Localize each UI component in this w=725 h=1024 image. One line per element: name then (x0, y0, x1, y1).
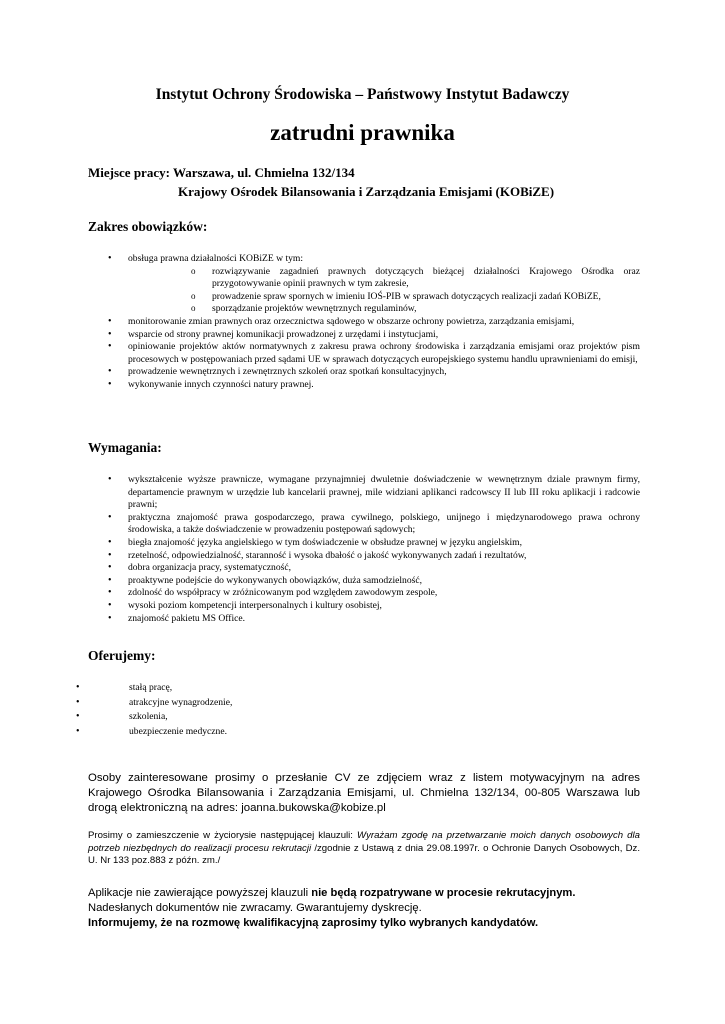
requirement-item: • dobra organizacja pracy, systematyczność, (88, 562, 640, 575)
closing-line-1: Aplikacje nie zawierające powyższej klauzuli nie będą rozpatrywane w procesie rekrutacyjnym. (88, 887, 576, 899)
closing-line-2: Nadesłanych dokumentów nie zwracamy. Gwarantujemy dyskrecję. (88, 902, 422, 914)
duties-item: • obsługa prawna działalności KOBiZE w tym: o rozwiązywanie zagadnień prawnych dotyczących bieżącej działalności Krajowego Ośrodka oraz przygotowywanie opinii prawnych w tym zakresie, o prowadzenie spraw spornych w imieniu IOŚ-PIB w sprawach dotyczących realizacji zadań KOBiZE, o sporządzanie projektów wewnętrznych regulaminów, (88, 253, 640, 316)
requirement-item: • znajomość pakietu MS Office. (88, 613, 640, 626)
closing-line-3: Informujemy, że na rozmowę kwalifikacyjną zaprosimy tylko wybranych kandydatów. (88, 917, 539, 929)
job-headline: zatrudni prawnika (270, 120, 455, 145)
requirement-item: • rzetelność, odpowiedzialność, staranność i wysoka dbałość o jakość wykonywanych zadań i rezultatów, (88, 550, 640, 563)
requirements-list (88, 474, 640, 625)
duties-item: • prowadzenie wewnętrznych i zewnętrznych szkoleń oraz spotkań konsultacyjnych, (88, 366, 640, 379)
offers-title: Oferujemy: (88, 648, 156, 663)
requirement-item: • biegła znajomość języka angielskiego w tym doświadczenie w obsłudze prawnej w języku angielskim, (88, 537, 640, 550)
requirements-title: Wymagania: (88, 440, 162, 455)
consent-law: /zgodnie z Ustawą z dnia 29.08.1997r. o Ochronie Danych Osobowych, Dz. U. Nr 133 poz.883 z późn. zm./ (88, 842, 640, 867)
duties-subitem: o rozwiązywanie zagadnień prawnych dotyczących bieżącej działalności Krajowego Ośrodka oraz przygotowywanie opinii prawnych w tym zakresie, (128, 266, 640, 291)
institute-name: Instytut Ochrony Środowiska – Państwowy Instytut Badawczy (155, 86, 570, 103)
offer-item: • atrakcyjne wynagrodzenie, (88, 696, 488, 711)
requirement-item: • wysoki poziom kompetencji interpersonalnych i kultury osobistej, (88, 600, 640, 613)
duties-title: Zakres obowiązków: (88, 219, 208, 234)
offer-item: • ubezpieczenie medyczne. (88, 725, 488, 740)
requirement-item: • zdolność do współpracy w zróżnicowanym pod względem zawodowym zespole, (88, 587, 640, 600)
work-location-unit: Krajowy Ośrodek Bilansowania i Zarządzania Emisjami (KOBiZE) (178, 184, 555, 199)
offers-list (88, 681, 488, 739)
consent-intro: Prosimy o zamieszczenie w życiorysie następującej klauzuli: (88, 830, 358, 841)
duties-item: • opiniowanie projektów aktów normatywnych z zakresu prawa ochrony środowiska i zarządzania emisjami oraz projektów pism procesowych w postępowaniach przed sądami UE w sprawach dotyczących europejskiego systemu handlu uprawnieniami do emisji, (88, 341, 640, 366)
work-location (88, 163, 554, 201)
duties-subitem: o sporządzanie projektów wewnętrznych regulaminów, (128, 303, 640, 316)
duties-item: • wsparcie od strony prawnej komunikacji prowadzonej z urzędami i instytucjami, (88, 329, 640, 342)
closing-notes (88, 886, 640, 931)
duties-item: • wykonywanie innych czynności natury prawnej. (88, 379, 640, 392)
duties-sublist (128, 266, 640, 316)
work-location-address: Miejsce pracy: Warszawa, ul. Chmielna 132/134 (88, 165, 355, 180)
application-instructions: Osoby zainteresowane prosimy o przesłanie CV ze zdjęciem wraz z listem motywacyjnym na adres Krajowego Ośrodka Bilansowania i Zarządzania Emisjami, ul. Chmielna 132/134, 00-805 Warszawa lub drogą elektroniczną na adres: joanna.bukowska@kobize.pl (88, 772, 640, 815)
offer-item: • stałą pracę, (88, 681, 488, 696)
duties-item: • monitorowanie zmian prawnych oraz orzecznictwa sądowego w obszarze ochrony powietrza, zarządzania emisjami, (88, 316, 640, 329)
duties-subitem: o prowadzenie spraw spornych w imieniu IOŚ-PIB w sprawach dotyczących realizacji zadań KOBiZE, (128, 291, 640, 304)
offer-item: • szkolenia, (88, 710, 488, 725)
duties-list (88, 253, 640, 392)
consent-clause-text: Wyrażam zgodę na przetwarzanie moich danych osobowych dla potrzeb niezbędnych do realizacji procesu rekrutacji (88, 830, 640, 854)
requirement-item: • proaktywne podejście do wykonywanych obowiązków, duża samodzielność, (88, 575, 640, 588)
requirement-item: • wykształcenie wyższe prawnicze, wymagane przynajmniej dwuletnie doświadczenie w wewnętrznym dziale prawnym firmy, departamencie prawnym w urzędzie lub kancelarii prawnej, mile widziani aplikanci radcowscy II lub III roku aplikacji i radcowie prawni; (88, 474, 640, 512)
requirement-item: • praktyczna znajomość prawa gospodarczego, prawa cywilnego, polskiego, unijnego i międzynarodowego prawa ochrony środowiska, a także doświadczenie w prowadzeniu postępowań sądowych; (88, 512, 640, 537)
consent-clause (88, 830, 640, 868)
